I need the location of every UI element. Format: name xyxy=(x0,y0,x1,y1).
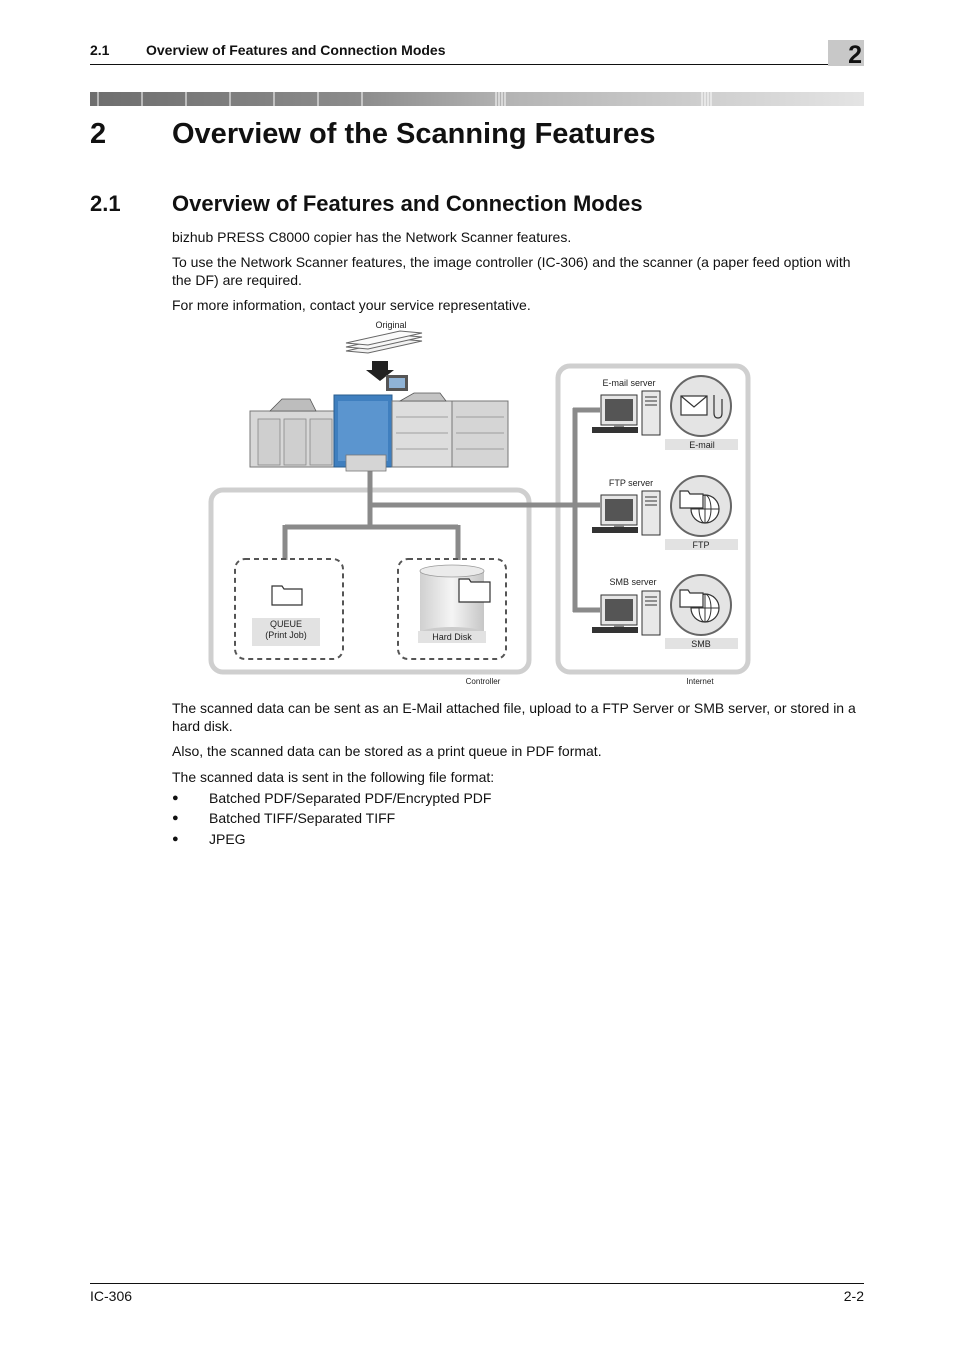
footer-rule xyxy=(90,1283,864,1284)
email-server-label: E-mail server xyxy=(602,378,656,388)
footer-page-number: 2-2 xyxy=(843,1288,864,1304)
intro-paragraph-1: bizhub PRESS C8000 copier has the Network Scanner features. xyxy=(172,229,572,245)
controller-label: Controller xyxy=(465,677,501,686)
ftp-label: FTP xyxy=(692,540,710,550)
chapter-tab: 2 xyxy=(828,40,864,66)
intro-paragraph-2: To use the Network Scanner features, the image controller (IC-306) and the scanner (a paper feed option with the DF) are required. xyxy=(172,254,851,288)
body-paragraph-1: The scanned data can be sent as an E-Mail attached file, upload to a FTP Server or SMB server, or stored in a hard disk. xyxy=(172,700,856,734)
header-section-title: Overview of Features and Connection Modes xyxy=(146,42,446,58)
header-rule xyxy=(90,64,830,65)
scanner-connection-diagram xyxy=(200,315,760,690)
copier-machine-icon xyxy=(250,375,508,471)
footer-product: IC-306 xyxy=(90,1288,133,1304)
queue-folder-icon xyxy=(272,586,302,605)
section-title: Overview of Features and Connection Modes xyxy=(172,191,643,216)
smb-label: SMB xyxy=(691,639,711,649)
ftp-server-label: FTP server xyxy=(608,478,654,488)
chapter-title: Overview of the Scanning Features xyxy=(172,118,656,150)
email-icon xyxy=(671,376,731,436)
running-header xyxy=(90,40,864,69)
hard-disk-icon xyxy=(420,565,490,639)
original-label: Original xyxy=(375,320,407,330)
smb-globe-icon xyxy=(671,575,731,635)
smb-server-label: SMB server xyxy=(609,577,657,587)
body-paragraph-3: The scanned data is sent in the following file format: xyxy=(172,769,495,785)
section-number: 2.1 xyxy=(90,191,121,216)
header-section-number: 2.1 xyxy=(90,42,110,58)
ftp-globe-icon xyxy=(671,476,731,536)
internet-label: Internet xyxy=(686,677,714,686)
original-paper-icon xyxy=(346,331,422,381)
bullet-text: Batched PDF/Separated PDF/Encrypted PDF xyxy=(209,790,492,806)
bullet-dot-icon: ● xyxy=(172,833,179,845)
intro-paragraph-3: For more information, contact your service representative. xyxy=(172,297,531,313)
hard-disk-label: Hard Disk xyxy=(432,632,472,642)
email-server-computer-icon xyxy=(592,391,660,435)
body-paragraph-2: Also, the scanned data can be stored as a print queue in PDF format. xyxy=(172,743,602,759)
chapter-number: 2 xyxy=(90,118,107,150)
ftp-server-computer-icon xyxy=(592,491,660,535)
bullet-text: Batched TIFF/Separated TIFF xyxy=(209,810,396,826)
bullet-text: JPEG xyxy=(209,831,246,847)
bullet-dot-icon: ● xyxy=(172,792,179,804)
queue-label-line1: QUEUE xyxy=(269,619,303,629)
email-label: E-mail xyxy=(689,440,715,450)
decorative-bar xyxy=(90,92,864,106)
queue-label-line2: (Print Job) xyxy=(265,630,307,640)
bullet-dot-icon: ● xyxy=(172,812,179,824)
smb-server-computer-icon xyxy=(592,591,660,635)
